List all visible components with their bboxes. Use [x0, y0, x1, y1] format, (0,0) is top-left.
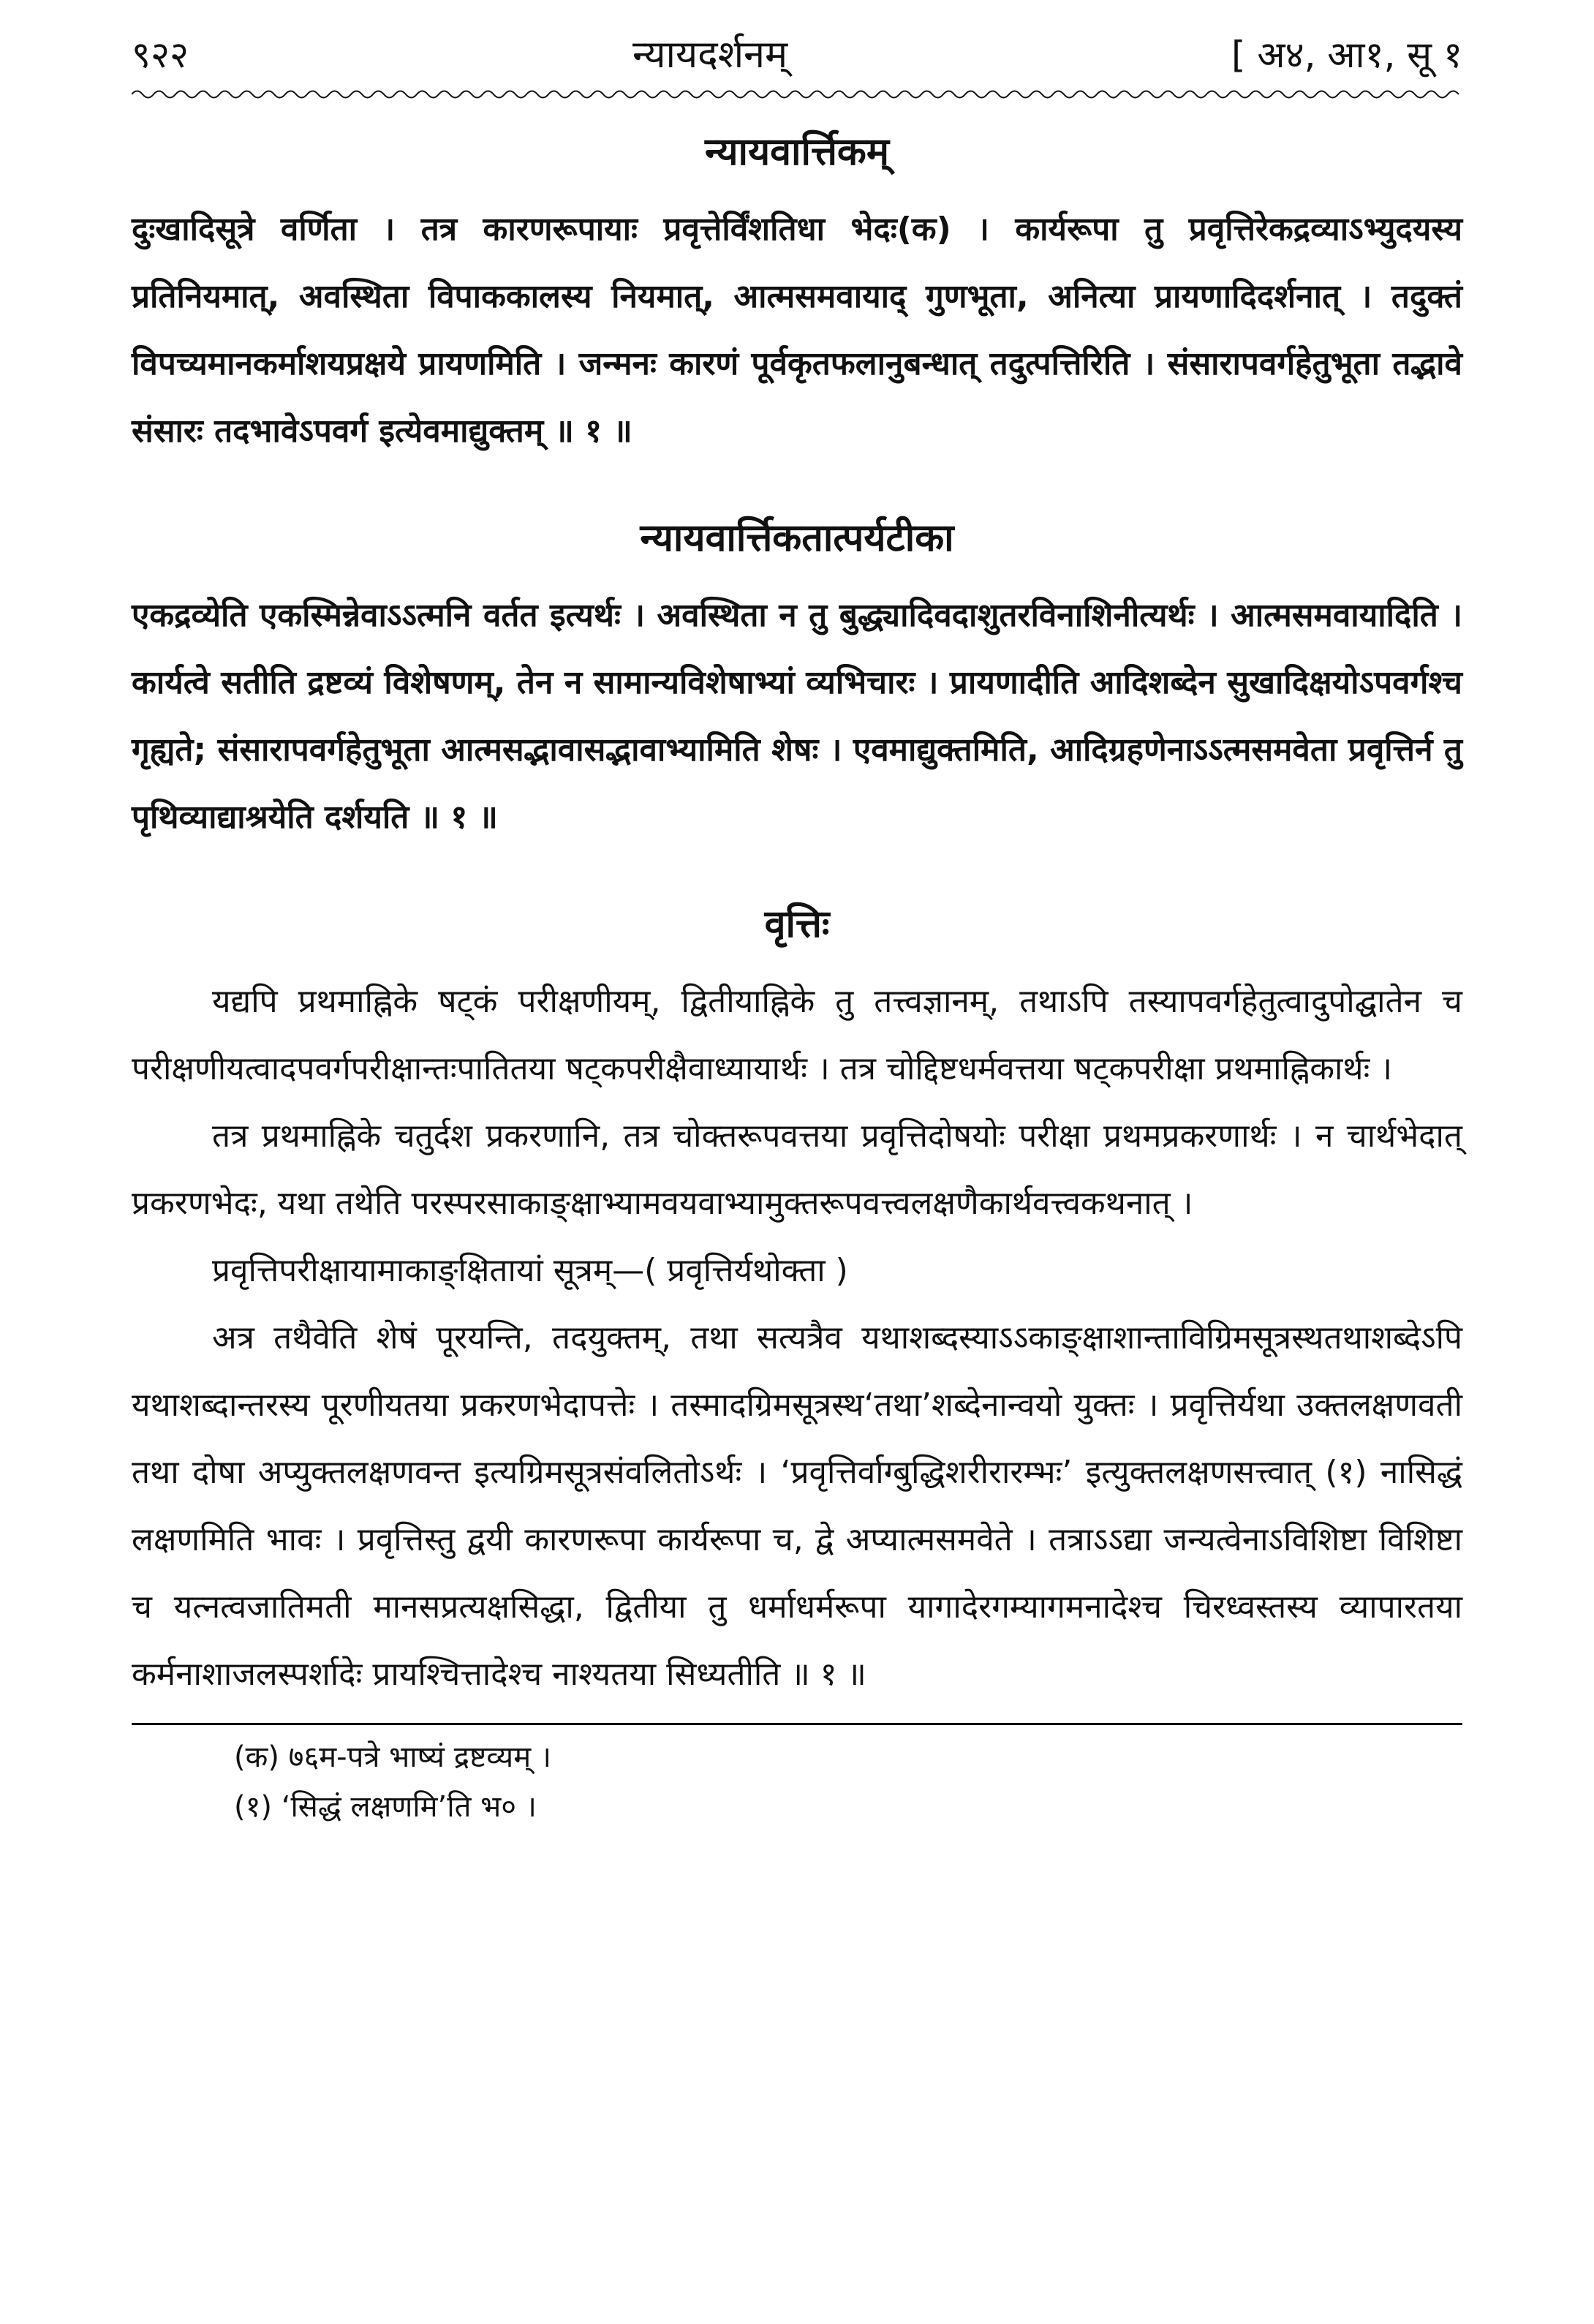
wavy-header-rule	[132, 88, 1462, 101]
vritti-sutra-line: प्रवृत्तिपरीक्षायामाकाङ्क्षितायां सूत्रम्—( प्रवृत्तिर्यथोक्ता )	[212, 1252, 848, 1289]
vritti-paragraph-1: यद्यपि प्रथमाह्निके षट्कं परीक्षणीयम्, द्वितीयाह्निके तु तत्त्वज्ञानम्, तथाऽपि तस्यापवर्गहेतुत्वादुपोद्घातेन च परीक्षणीयत्वादपवर्गपरीक्षान्तःपातितया षट्कपरीक्षैवाध्यायार्थः । तत्र चोद्दिष्टधर्मवत्तया षट्कपरीक्षा प्रथमाह्निकार्थः ।	[132, 983, 1462, 1087]
tatparyatika-paragraph: एकद्रव्येति एकस्मिन्नेवाऽऽत्मनि वर्तत इत्यर्थः । अवस्थिता न तु बुद्ध्यादिवदाशुतरविनाशिनीत्यर्थः । आत्मसमवायादिति । कार्यत्वे सतीति द्रष्टव्यं विशेषणम्, तेन न सामान्यविशेषाभ्यां व्यभिचारः । प्रायणादीति आदिशब्देन सुखादिक्षयोऽपवर्गश्च गृह्यते; संसारापवर्गहेतुभूता आत्मसद्भावासद्भावाभ्यामिति शेषः । एवमाद्युक्तमिति, आदिग्रहणेनाऽऽत्मसमवेता प्रवृत्तिर्न तु पृथिव्याद्याश्रयेति दर्शयति ॥ १ ॥	[132, 597, 1462, 836]
section-title-vritti: वृत्तिः	[764, 902, 830, 946]
vritti-paragraph-2: तत्र प्रथमाह्निके चतुर्दश प्रकरणानि, तत्र चोक्तरूपवत्तया प्रवृत्तिदोषयोः परीक्षा प्रथमप्रकरणार्थः । न चार्थभेदात् प्रकरणभेदः, यथा तथेति परस्परसाकाङ्क्षाभ्यामवयवाभ्यामुक्तरूपवत्त्वलक्षणैकार्थवत्त्वकथनात् ।	[132, 1117, 1462, 1222]
section-title-tatparyatika: न्यायवार्त्तिकतात्पर्यटीका	[640, 516, 954, 560]
running-title: न्यायदर्शनम्	[632, 33, 788, 77]
footnote-divider	[132, 1723, 1462, 1725]
section-vritti	[132, 895, 1462, 1708]
section-tatparyatika	[132, 509, 1462, 851]
vritti-paragraph-3: अत्र तथैवेति शेषं पूरयन्ति, तदयुक्तम्, तथा सत्यत्रैव यथाशब्दस्याऽऽकाङ्क्षाशान्ताविग्रिमसूत्रस्थतथाशब्देऽपि यथाशब्दान्तरस्य पूरणीयतया प्रकरणभेदापत्तेः । तस्मादग्रिमसूत्रस्थ‘तथा’शब्देनान्वयो युक्तः । प्रवृत्तिर्यथा उक्तलक्षणवती तथा दोषा अप्युक्तलक्षणवन्त इत्यग्रिमसूत्रसंवलितोऽर्थः । ‘प्रवृत्तिर्वाग्बुद्धिशरीरारम्भः’ इत्युक्तलक्षणसत्त्वात् (१) नासिद्धं लक्षणमिति भावः । प्रवृत्तिस्तु द्वयी कारणरूपा कार्यरूपा च, द्वे अप्यात्मसमवेते । तत्राऽऽद्या जन्यत्वेनाऽविशिष्टा विशिष्टा च यत्नत्वजातिमती मानसप्रत्यक्षसिद्धा, द्वितीया तु धर्माधर्मरूपा यागादेरगम्यागमनादेश्च चिरध्वस्तस्य व्यापारतया कर्मनाशाजलस्पर्शादेः प्रायश्चित्तादेश्च नाश्यतया सिध्यतीति ॥ १ ॥	[132, 1319, 1462, 1693]
footnote-1: (१) ‘सिद्धं लक्षणमि’ति भ० ।	[234, 1790, 537, 1824]
footnotes	[132, 1732, 1462, 1832]
section-nyayavarttika	[132, 123, 1462, 465]
section-title-nyayavarttika: न्यायवार्त्तिकम्	[705, 130, 889, 174]
footnote-ka: (क) ७६म-पत्रे भाष्यं द्रष्टव्यम् ।	[234, 1740, 551, 1774]
page-number: ९२२	[132, 34, 189, 76]
section-reference: [ अ४, आ१, सू १	[1231, 34, 1462, 76]
varttika-paragraph: दुःखादिसूत्रे वर्णिता । तत्र कारणरूपायाः प्रवृत्तेर्विंशतिधा भेदः(क) । कार्यरूपा तु प्रवृत्तिरेकद्रव्याऽभ्युदयस्य प्रतिनियमात्, अवस्थिता विपाककालस्य नियमात्, आत्मसमवायाद् गुणभूता, अनित्या प्रायणादिदर्शनात् । तदुक्तं विपच्यमानकर्माशयप्रक्षये प्रायणमिति । जन्मनः कारणं पूर्वकृतफलानुबन्धात् तदुत्पत्तिरिति । संसारापवर्गहेतुभूता तद्भावे संसारः तदभावेऽपवर्ग इत्येवमाद्युक्तम् ॥ १ ॥	[132, 211, 1462, 450]
page-header	[132, 29, 1462, 80]
